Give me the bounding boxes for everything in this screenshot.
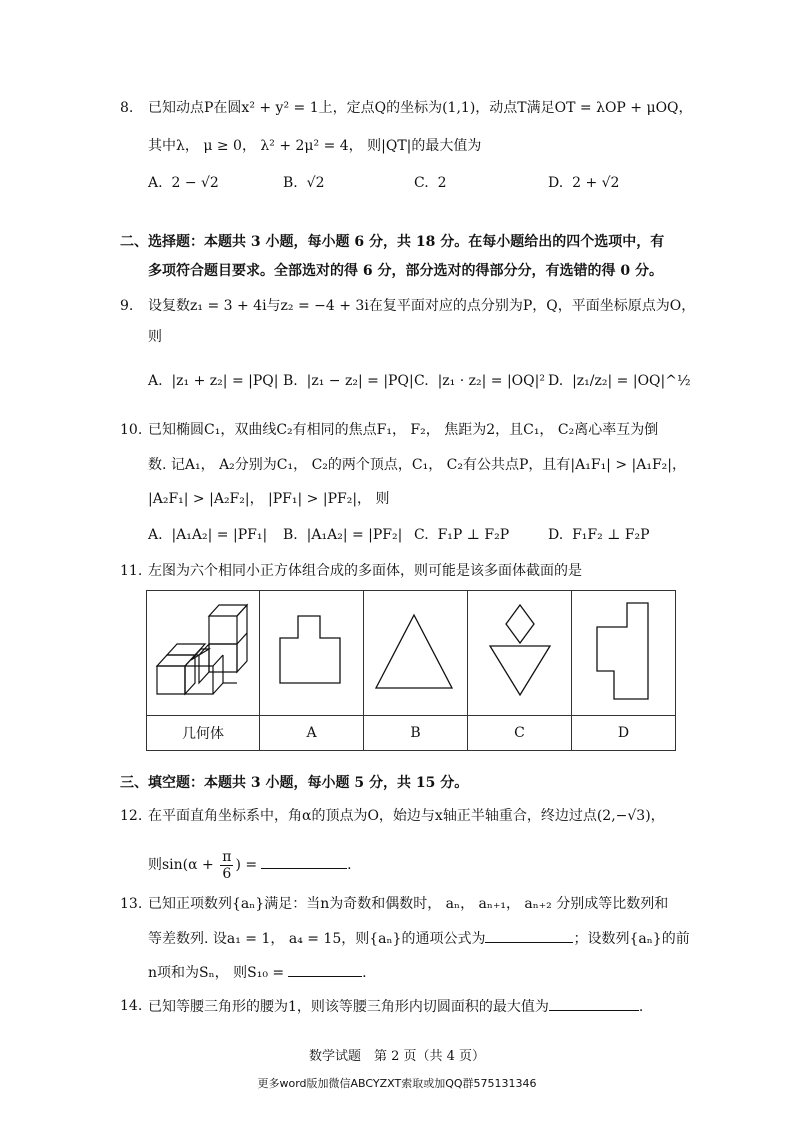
q8-number: 8. xyxy=(120,100,134,116)
q9-number: 9. xyxy=(120,298,134,314)
q11-number: 11. xyxy=(120,563,143,579)
caption-b: B xyxy=(364,716,468,751)
q12-period: . xyxy=(347,857,352,873)
diamond-triangle-drawing xyxy=(468,591,571,711)
footer-note: 更多word版加微信ABCYZXT索取或加QQ群575131346 xyxy=(257,1077,537,1090)
section-d-figure xyxy=(572,591,676,716)
q12-answer-blank[interactable] xyxy=(261,854,347,869)
section3-heading: 三、填空题：本题共 3 小题，每小题 5 分，共 15 分。 xyxy=(120,775,469,791)
q12-fraction xyxy=(220,849,233,882)
q9-option-c: C. |z₁ · z₂| = |OQ|² xyxy=(414,373,545,389)
q12-stem-line1: 在平面直角坐标系中，角α的顶点为O，始边与x轴正半轴重合，终边过点(2,−√3)， xyxy=(148,808,665,824)
t-shape-drawing xyxy=(260,591,363,711)
q8-stem-line2: 其中λ， μ ≥ 0， λ² + 2μ² = 4， 则|QT|的最大值为 xyxy=(148,138,482,154)
q8-option-b: B. √2 xyxy=(283,175,325,191)
q14-answer-blank[interactable] xyxy=(549,996,639,1011)
page-footer: 数学试题 第 2 页（共 4 页） xyxy=(308,1049,486,1064)
caption-c: C xyxy=(468,716,572,751)
caption-a: A xyxy=(260,716,364,751)
q10-option-a: A. |A₁A₂| = |PF₁| xyxy=(148,527,268,543)
q12-sin-suffix: ) = xyxy=(235,857,258,873)
q9-stem-line2: 则 xyxy=(148,329,162,345)
q13-stem-line3 xyxy=(148,962,367,983)
q12-frac-denominator: 6 xyxy=(222,865,232,882)
q13-sum-blank[interactable] xyxy=(288,962,362,977)
q9-option-d: D. |z₁/z₂| = |OQ|^½ xyxy=(548,373,691,389)
section-b-figure xyxy=(364,591,468,716)
q14-text: 已知等腰三角形的腰为1，则该等腰三角形内切圆面积的最大值为 xyxy=(148,999,549,1015)
polyhedron-drawing xyxy=(147,591,259,711)
polyhedron-figure xyxy=(147,591,260,716)
section-a-figure xyxy=(260,591,364,716)
q13-line2-text: 等差数列. 设a₁ = 1， a₄ = 15，则{aₙ}的通项公式为 xyxy=(148,931,486,947)
q10-option-d: D. F₁F₂ ⊥ F₂P xyxy=(548,527,650,543)
q9-option-b: B. |z₁ − z₂| = |PQ| xyxy=(283,373,414,389)
q13-number: 13. xyxy=(120,896,143,912)
q11-stem: 左图为六个相同小正方体组合成的多面体，则可能是该多面体截面的是 xyxy=(148,563,582,579)
q14-number: 14. xyxy=(120,998,143,1014)
q9-option-a: A. |z₁ + z₂| = |PQ| xyxy=(148,373,279,389)
q13-stem-line2 xyxy=(148,928,690,949)
q14-stem xyxy=(148,996,643,1017)
q13-period: . xyxy=(362,965,367,981)
q11-figure-table xyxy=(146,590,676,751)
q12-stem-line2 xyxy=(148,845,352,885)
q12-number: 12. xyxy=(120,808,143,824)
q8-option-a: A. 2 − √2 xyxy=(148,175,219,191)
q13-line2-tail: ；设数列{aₙ}的前 xyxy=(573,931,690,947)
q8-option-d: D. 2 + √2 xyxy=(548,175,620,191)
section2-heading-line2: 多项符合题目要求。全部选对的得 6 分，部分选对的得部分分，有选错的得 0 分。 xyxy=(148,263,663,279)
l-shape-drawing xyxy=(572,591,675,711)
q12-sin-prefix: 则sin(α + xyxy=(148,857,219,873)
q10-number: 10. xyxy=(120,422,143,438)
triangle-drawing xyxy=(364,591,467,711)
q10-stem-line2: 数. 记A₁， A₂分别为C₁， C₂的两个顶点，C₁， C₂有公共点P，且有|A₁F₁| > |A₁F₂|， xyxy=(148,457,687,473)
q12-frac-numerator: π xyxy=(222,848,232,865)
q13-line3-text: n项和为Sₙ， 则S₁₀ = xyxy=(148,965,285,981)
q10-stem-line3: |A₂F₁| > |A₂F₂|， |PF₁| > |PF₂|， 则 xyxy=(148,491,390,507)
q10-option-b: B. |A₁A₂| = |PF₂| xyxy=(283,527,403,543)
q13-stem-line1: 已知正项数列{aₙ}满足：当n为奇数和偶数时， aₙ， aₙ₊₁， aₙ₊₂ 分别成等比数列和 xyxy=(148,896,669,912)
caption-d: D xyxy=(572,716,676,751)
section2-heading-line1: 二、选择题：本题共 3 小题，每小题 6 分，共 18 分。在每小题给出的四个选项中，有 xyxy=(120,234,665,250)
q8-stem-line1: 已知动点P在圆x² + y² = 1上，定点Q的坐标为(1,1)，动点T满足OT = λOP + μOQ， xyxy=(148,100,693,116)
q10-option-c: C. F₁P ⊥ F₂P xyxy=(414,527,510,543)
caption-polyhedron: 几何体 xyxy=(147,716,260,751)
q14-period: . xyxy=(638,999,644,1015)
q8-option-c: C. 2 xyxy=(414,175,447,191)
q9-stem-line1: 设复数z₁ = 3 + 4i与z₂ = −4 + 3i在复平面对应的点分别为P，Q，平面坐标原点为O， xyxy=(148,298,696,314)
q10-stem-line1: 已知椭圆C₁，双曲线C₂有相同的焦点F₁， F₂， 焦距为2，且C₁， C₂离心率互为倒 xyxy=(148,422,659,438)
q13-formula-blank[interactable] xyxy=(485,928,573,943)
section-c-figure xyxy=(468,591,572,716)
